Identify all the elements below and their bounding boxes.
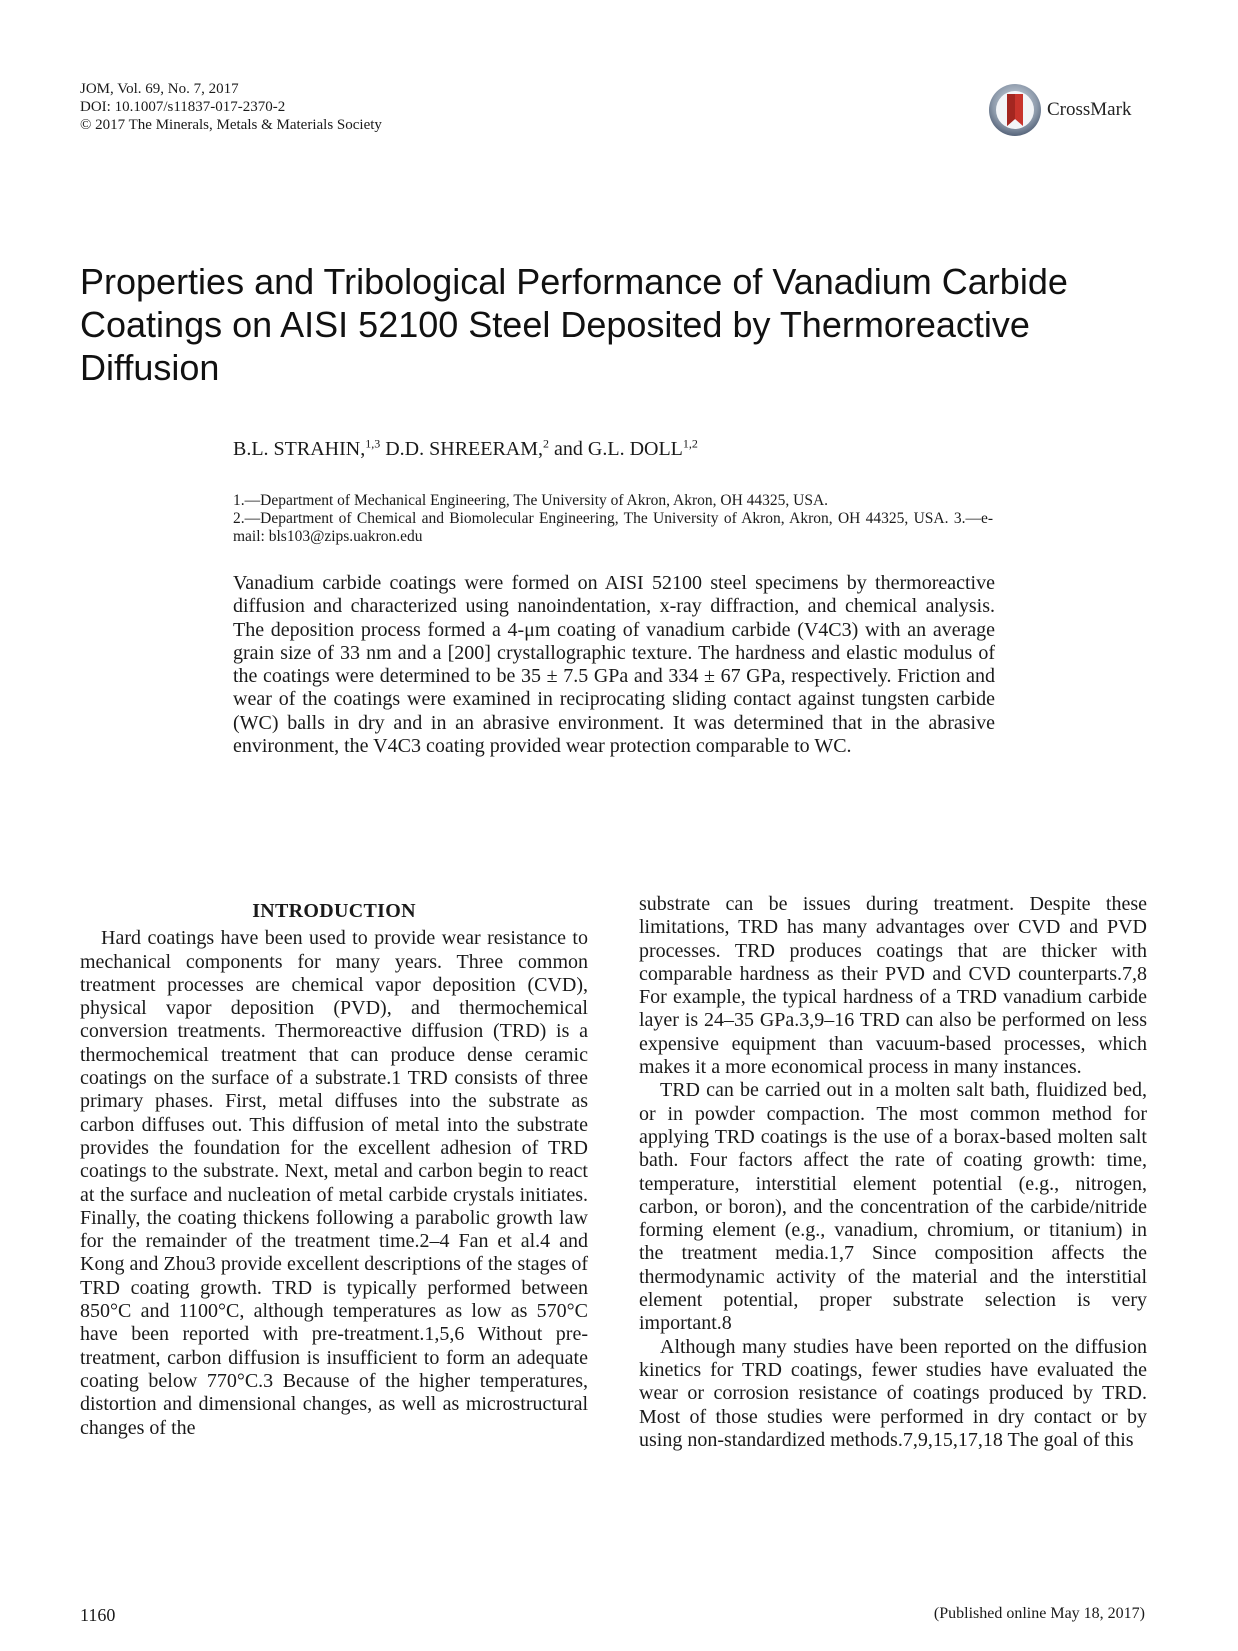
- author-affiliation-sup: 1,2: [682, 436, 698, 451]
- page-number: 1160: [80, 1605, 116, 1625]
- author-name: D.D. SHREERAM,: [380, 438, 544, 460]
- body-paragraph: Hard coatings have been used to provide wear resistance to mechanical components for many years. Three common treatment processes are chemical vapor deposition (CVD), physical vapor deposition (PVD), and thermochemical conversion treatments. Thermoreactive diffusion (TRD) is a thermochemical treatment that can produce dense ceramic coatings on the surface of a substrate.1 TRD consists of three primary phases. First, metal diffuses into the substrate as carbon diffuses out. This diffusion of metal into the substrate provides the foundation for the excellent adhesion of TRD coatings to the substrate. Next, metal and carbon begin to react at the surface and nucleation of metal carbide crystals initiates. Finally, the coating thickens following a parabolic growth law for the remainder of the treatment time.2–4 Fan et al.4 and Kong and Zhou3 provide excellent descriptions of the stages of TRD coating growth. TRD is typically performed between 850°C and 1100°C, although temperatures as low as 570°C have been reported with pre-treatment.1,5,6 Without pre-treatment, carbon diffusion is insufficient to form an adequate coating below 770°C.3 Because of the higher temperatures, distortion and dimensional changes, as well as microstructural changes of the: [80, 927, 588, 1439]
- author-name: B.L. STRAHIN,: [233, 438, 366, 460]
- author-name: and G.L. DOLL: [549, 438, 683, 460]
- article-title: Properties and Tribological Performance of Vanadium Carbide Coatings on AISI 52100 Steel Deposited by Thermoreactive Diffusion: [80, 261, 1068, 388]
- body-paragraph: TRD can be carried out in a molten salt bath, fluidized bed, or in powder compaction. The most common method for applying TRD coatings is the use of a borax-based molten salt bath. Four factors affect the rate of coating growth: time, temperature, interstitial element potential (e.g., nitrogen, carbon, or boron), and the concentration of the carbide/nitride forming element (e.g., vanadium, chromium, or titanium) in the treatment media.1,7 Since composition affects the thermodynamic activity of the material and the interstitial element potential, proper substrate selection is very important.8: [639, 1079, 1147, 1335]
- journal-citation: JOM, Vol. 69, No. 7, 2017: [80, 81, 239, 97]
- affiliation-2: 2.—Department of Chemical and Biomolecular Engineering, The University of Akron, Akron, OH 44325, USA. 3.—e-mail: bls103@zips.uakron.edu: [233, 510, 993, 545]
- journal-meta: [80, 80, 382, 134]
- published-date: (Published online May 18, 2017): [933, 1605, 1145, 1622]
- section-heading-introduction: INTRODUCTION: [252, 900, 416, 922]
- body-column-right: [639, 893, 1147, 1452]
- abstract: Vanadium carbide coatings were formed on AISI 52100 steel specimens by thermoreactive diffusion and characterized using nanoindentation, x-ray diffraction, and chemical analysis. The deposition process formed a 4-μm coating of vanadium carbide (V4C3) with an average grain size of 33 nm and a [200] crystallographic texture. The hardness and elastic modulus of the coatings were determined to be 35 ± 7.5 GPa and 334 ± 67 GPa, respectively. Friction and wear of the coatings were examined in reciprocating sliding contact against tungsten carbide (WC) balls in dry and in an abrasive environment. It was determined that in the abrasive environment, the V4C3 coating provided wear protection comparable to WC.: [233, 572, 995, 758]
- author-affiliation-sup: 1,3: [365, 436, 381, 451]
- affiliations: [233, 492, 993, 546]
- doi-line[interactable]: DOI: 10.1007/s11837-017-2370-2: [80, 99, 286, 115]
- body-paragraph: Although many studies have been reported on the diffusion kinetics for TRD coatings, fewer studies have evaluated the wear or corrosion resistance of coatings produced by TRD. Most of those studies were performed in dry contact or by using non-standardized methods.7,9,15,17,18 The goal of this: [639, 1335, 1147, 1451]
- body-paragraph: substrate can be issues during treatment. Despite these limitations, TRD has many advantages over CVD and PVD processes. TRD produces coatings that are thicker with comparable hardness as their PVD and CVD counterparts.7,8 For example, the typical hardness of a TRD vanadium carbide layer is 24–35 GPa.3,9–16 TRD can also be performed on less expensive equipment than vacuum-based processes, which makes it a more economical process in many instances.: [639, 893, 1147, 1079]
- copyright-line: © 2017 The Minerals, Metals & Materials Society: [80, 117, 382, 133]
- crossmark-label: CrossMark: [1047, 99, 1132, 120]
- crossmark-badge[interactable]: [987, 80, 1147, 140]
- author-affiliation-sup: 2: [543, 436, 550, 451]
- author-list: [233, 438, 698, 461]
- body-column-left: [80, 900, 588, 1440]
- affiliation-1: 1.—Department of Mechanical Engineering, The University of Akron, Akron, OH 44325, USA.: [233, 492, 829, 509]
- crossmark-icon: [987, 82, 1043, 138]
